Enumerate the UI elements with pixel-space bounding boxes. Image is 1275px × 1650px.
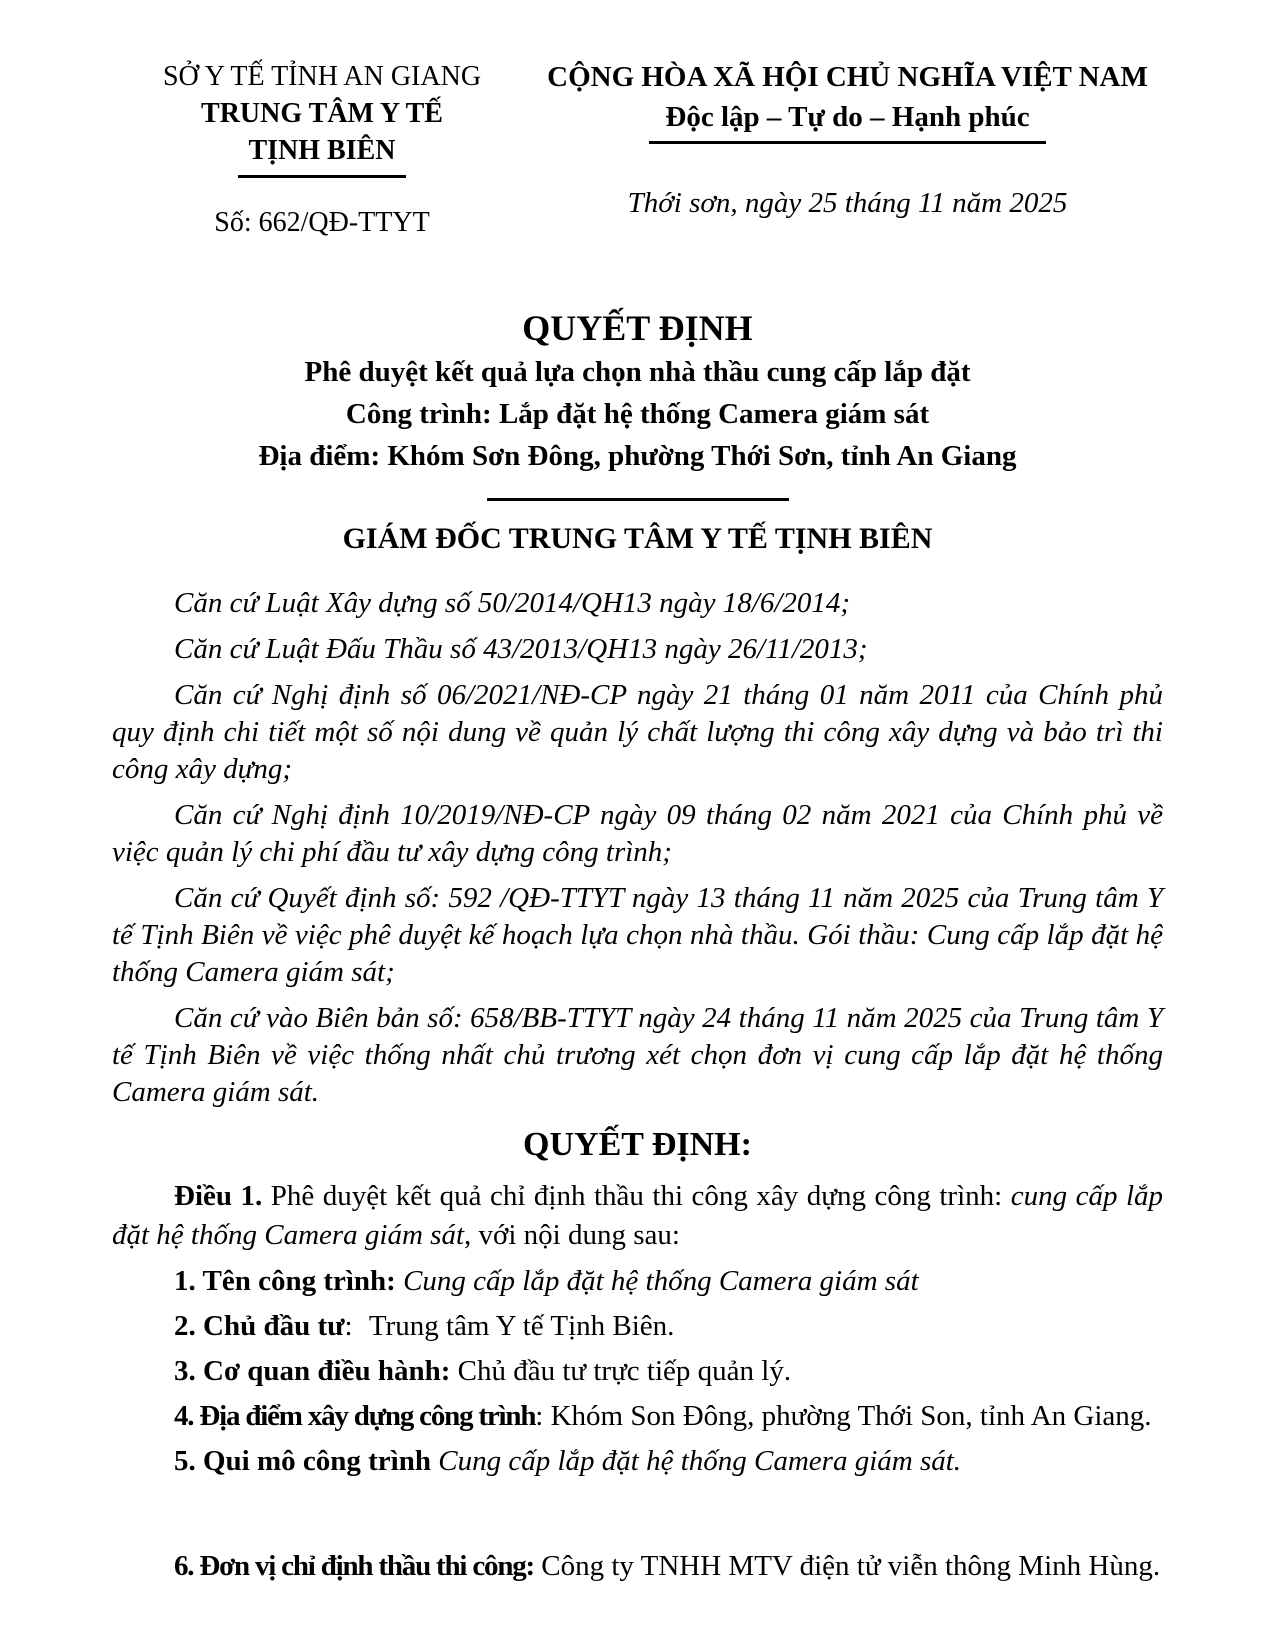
recital-4: Căn cứ Nghị định 10/2019/NĐ-CP ngày 09 tháng 02 năm 2021 của Chính phủ về việc quản lý chi phí đầu tư xây dựng công trình; <box>112 799 1163 868</box>
org-name-line2: TỊNH BIÊN <box>248 135 396 166</box>
item-4-value: Khóm Son Đông, phường Thới Son, tỉnh An Giang. <box>550 1400 1152 1432</box>
recital-5: Căn cứ Quyết định số: 592 /QĐ-TTYT ngày 13 tháng 11 năm 2025 của Trung tâm Y tế Tịnh Biên về việc phê duyệt kế hoạch lựa chọn nhà thầu. Gói thầu: Cung cấp lắp đặt hệ thống Camera giám sát; <box>112 882 1163 988</box>
national-motto: Độc lập – Tự do – Hạnh phúc <box>649 98 1045 144</box>
item-1-value: Cung cấp lắp đặt hệ thống Camera giám sát <box>403 1265 919 1297</box>
place-date-line: Thới sơn, ngày 25 tháng 11 năm 2025 <box>627 187 1068 219</box>
decision-item-5 <box>112 1442 1163 1480</box>
title-divider <box>487 498 789 501</box>
item-1-label: 1. Tên công trình: <box>174 1265 396 1297</box>
org-divider <box>238 175 406 178</box>
document-header <box>112 58 1163 242</box>
article-1-lead: Phê duyệt kết quả chỉ định thầu thi công xây dựng công trình: <box>262 1180 1011 1212</box>
recital-2: Căn cứ Luật Đấu Thầu số 43/2013/QH13 ngày 26/11/2013; <box>174 633 868 665</box>
national-title: CỘNG HÒA XÃ HỘI CHỦ NGHĨA VIỆT NAM <box>547 61 1148 93</box>
national-header-block <box>532 58 1163 222</box>
item-2-value: Trung tâm Y tế Tịnh Biên. <box>368 1310 675 1342</box>
article-1-tail: , với nội dung sau: <box>464 1219 680 1251</box>
title-subtitle-2: Công trình: Lắp đặt hệ thống Camera giám sát <box>345 398 930 430</box>
item-5-label: 5. Qui mô công trình <box>174 1445 431 1477</box>
issuing-org-block <box>112 58 532 242</box>
org-name-line1: TRUNG TÂM Y TẾ <box>201 98 443 129</box>
item-4-sep: : <box>535 1400 544 1432</box>
title-subtitle-3: Địa điểm: Khóm Sơn Đông, phường Thới Sơn, tỉnh An Giang <box>258 440 1017 472</box>
national-motto-wrap <box>532 98 1163 144</box>
recital-1: Căn cứ Luật Xây dựng số 50/2014/QH13 ngày 18/6/2014; <box>174 587 851 619</box>
decision-item-6 <box>112 1546 1163 1586</box>
decision-item-1 <box>112 1262 1163 1300</box>
item-3-label: 3. Cơ quan điều hành: <box>174 1355 451 1387</box>
article-1-label: Điều 1. <box>174 1180 263 1212</box>
document-title: QUYẾT ĐỊNH <box>522 308 753 348</box>
item-2-label: 2. Chủ đầu tư <box>174 1310 345 1342</box>
item-5-value: Cung cấp lắp đặt hệ thống Camera giám sát. <box>438 1445 962 1477</box>
decision-heading: QUYẾT ĐỊNH: <box>523 1126 752 1163</box>
item-3-value: Chủ đầu tư trực tiếp quản lý. <box>457 1355 792 1387</box>
title-block <box>112 306 1163 559</box>
issuer-heading: GIÁM ĐỐC TRUNG TÂM Y TẾ TỊNH BIÊN <box>342 522 933 555</box>
decision-item-2 <box>112 1307 1163 1345</box>
item-2-sep: : <box>344 1310 353 1342</box>
recital-3: Căn cứ Nghị định số 06/2021/NĐ-CP ngày 21 tháng 01 năm 2011 của Chính phủ quy định chi tiết một số nội dung về quản lý chất lượng thi công xây dựng và bảo trì thi công xây dựng; <box>112 679 1163 785</box>
item-4-label: 4. Địa điểm xây dựng công trình <box>174 1400 536 1432</box>
item-6-label: 6. Đơn vị chỉ định thầu thi công: <box>174 1550 534 1582</box>
org-parent-name: SỞ Y TẾ TỈNH AN GIANG <box>162 61 482 92</box>
article-1-paragraph <box>112 1177 1163 1255</box>
item-6-value: Công ty TNHH MTV điện tử viễn thông Minh Hùng. <box>541 1550 1161 1582</box>
title-subtitle-1: Phê duyệt kết quả lựa chọn nhà thầu cung cấp lắp đặt <box>304 356 971 388</box>
decision-item-3 <box>112 1352 1163 1390</box>
decision-item-4 <box>112 1397 1163 1435</box>
article-1-subject: cung cấp lắp đặt hệ thống Camera giám sát <box>112 1180 1164 1251</box>
doc-number: Số: 662/QĐ-TTYT <box>214 207 430 238</box>
recitals-section <box>112 585 1163 1111</box>
recital-6: Căn cứ vào Biên bản số: 658/BB-TTYT ngày 24 tháng 11 năm 2025 của Trung tâm Y tế Tịnh Biên về việc thống nhất chủ trương xét chọn đơn vị cung cấp lắp đặt hệ thống Camera giám sát. <box>112 1002 1163 1108</box>
